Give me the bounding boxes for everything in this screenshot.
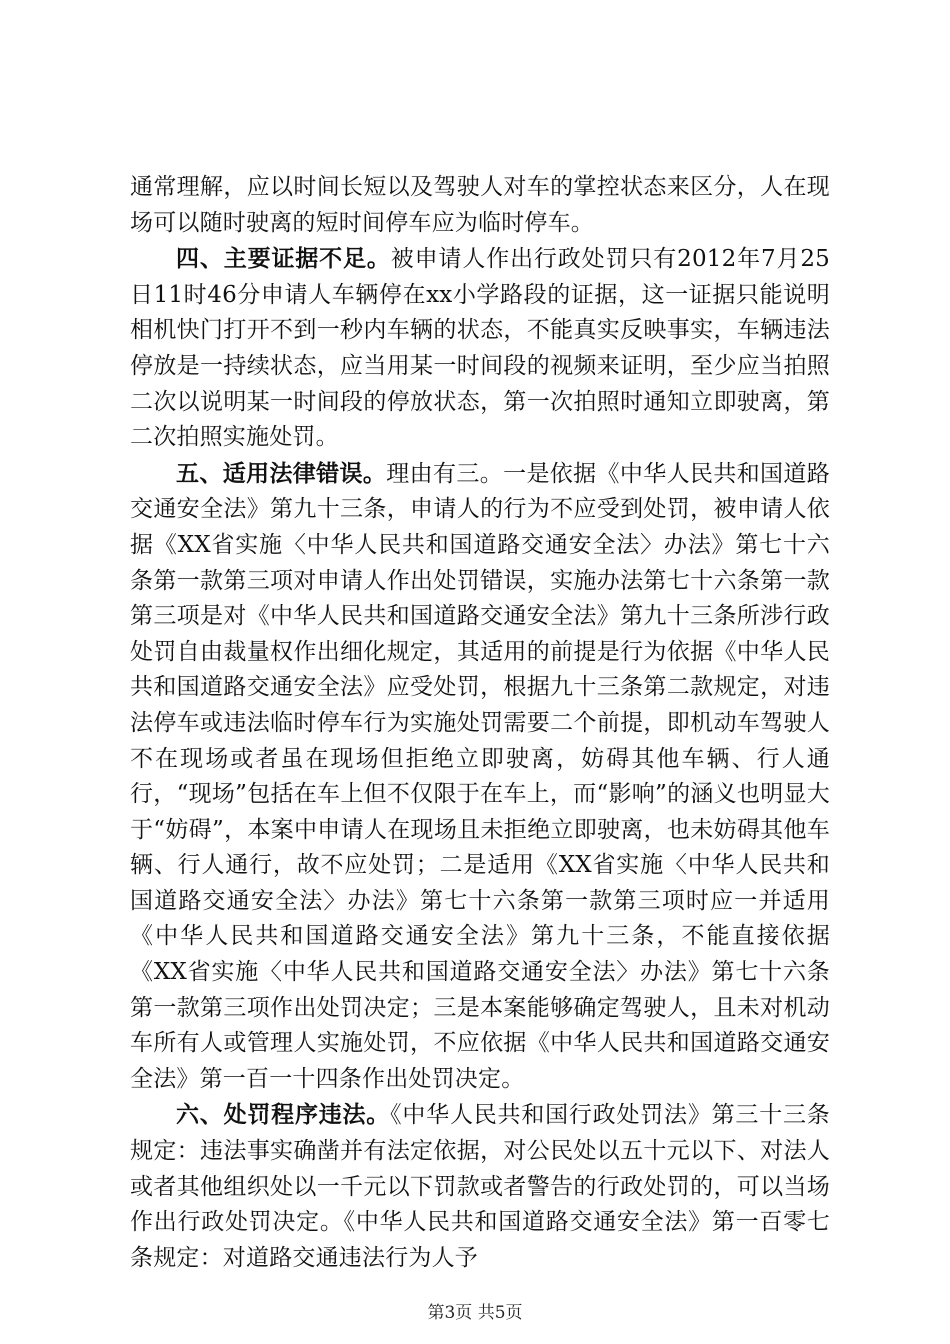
paragraph-3-heading: 五、适用法律错误。 [176,459,387,487]
paragraph-procedure [130,1097,830,1276]
paragraph-4-heading: 六、处罚程序违法。 [176,1101,391,1129]
document-body [130,170,830,1276]
paragraph-evidence [130,241,830,456]
paragraph-2-text: 被申请人作出行政处罚只有2012年7月25日11时46分申请人车辆停在xx小学路段的证据，这一证据只能说明相机快门打开不到一秒内车辆的状态，不能真实反映事实，车辆违法停放是一持续状态，应当用某一时间段的视频来证明，至少应当拍照二次以说明某一时间段的停放状态，第一次拍照时通知立即驶离，第二次拍照实施处罚。 [130,246,830,451]
paragraph-law-error [130,456,830,1098]
paragraph-4-text: 《中华人民共和国行政处罚法》第三十三条规定：违法事实确凿并有法定依据，对公民处以五十元以下、对法人或者其他组织处以一千元以下罚款或者警告的行政处罚的，可以当场作出行政处罚决定。《中华人民共和国道路交通安全法》第一百零七条规定：对道路交通违法行为人予 [130,1102,830,1271]
paragraph-2-heading: 四、主要证据不足。 [176,245,391,273]
paragraph-continuation [130,170,830,241]
page-number-footer: 第3页 共5页 [427,1303,523,1323]
paragraph-3-text: 理由有三。一是依据《中华人民共和国道路交通安全法》第九十三条，申请人的行为不应受到处罚，被申请人依据《XX省实施〈中华人民共和国道路交通安全法〉办法》第七十六条第一款第三项对申请人作出处罚错误，实施办法第七十六条第一款第三项是对《中华人民共和国道路交通安全法》第九十三条所涉行政处罚自由裁量权作出细化规定，其适用的前提是行为依据《中华人民共和国道路交通安全法》应受处罚，根据九十三条第二款规定，对违法停车或违法临时停车行为实施处罚需要二个前提，即机动车驾驶人不在现场或者虽在现场但拒绝立即驶离，妨碍其他车辆、行人通行，“现场”包括在车上但不仅限于在车上，而“影响”的涵义也明显大于“妨碍”，本案中申请人在现场且未拒绝立即驶离，也未妨碍其他车辆、行人通行，故不应处罚；二是适用《XX省实施〈中华人民共和国道路交通安全法〉办法》第七十六条第一款第三项时应一并适用《中华人民共和国道路交通安全法》第九十三条，不能直接依据《XX省实施〈中华人民共和国道路交通安全法〉办法》第七十六条第一款第三项作出处罚决定；三是本案能够确定驾驶人，且未对机动车所有人或管理人实施处罚，不应依据《中华人民共和国道路交通安全法》第一百一十四条作出处罚决定。 [130,460,830,1092]
paragraph-1-text: 通常理解，应以时间长短以及驾驶人对车的掌控状态来区分，人在现场可以随时驶离的短时间停车应为临时停车。 [130,174,830,236]
